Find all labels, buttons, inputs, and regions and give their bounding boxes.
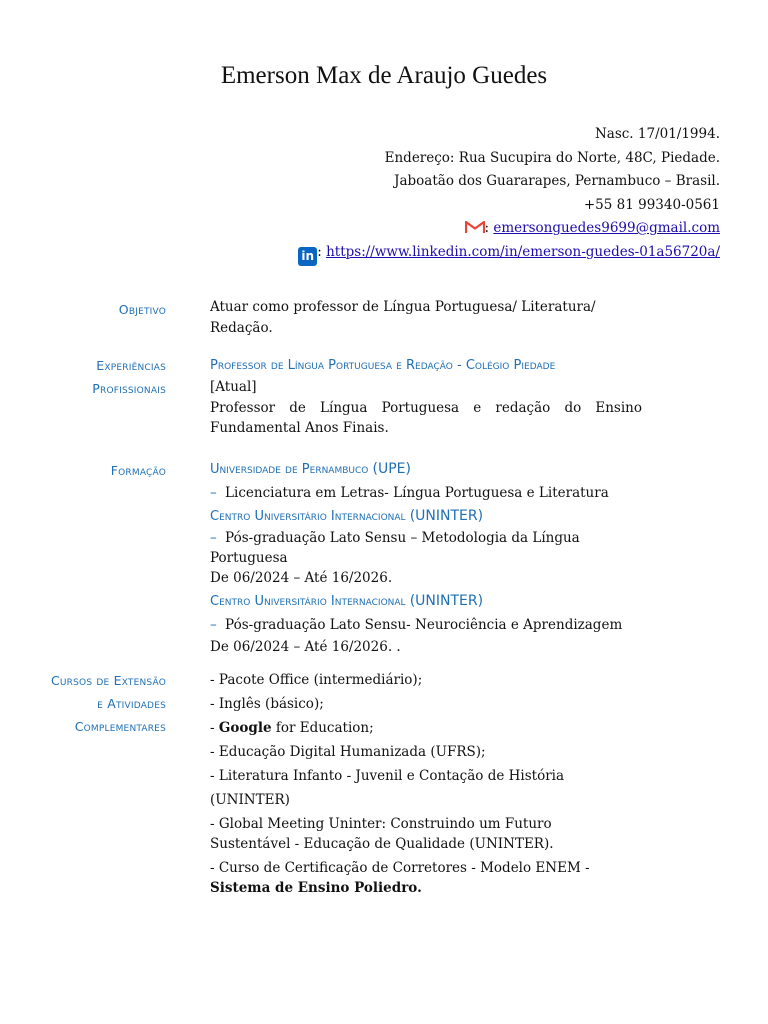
course-item: - Global Meeting Uninter: Construindo um Futuro Sustentável - Educação de Qualidade (UNINTER). [210, 816, 554, 852]
education-institution [210, 458, 642, 481]
education-label: Formação [110, 463, 166, 478]
course-dash: – [210, 530, 217, 546]
course-dash: – [210, 485, 217, 501]
education-institution [210, 505, 642, 528]
education-institution [210, 590, 642, 613]
course-name: Pós-graduação Lato Sensu- Neurociência e Aprendizagem [225, 617, 623, 633]
birth-date: Nasc. 17/01/1994. [594, 126, 720, 142]
email-row [200, 217, 720, 241]
course-item: - Educação Digital Humanizada (UFRS); [210, 744, 486, 760]
city: Jaboatão dos Guararapes, Pernambuco – Brasil. [394, 173, 720, 189]
gmail-icon [465, 219, 485, 233]
course-google-rest: for Education; [271, 720, 374, 736]
education-course [210, 481, 642, 505]
course-item: - Inglês (básico); [210, 696, 324, 712]
institution-name: Universidade de Pernambuco [210, 462, 369, 477]
institution-name: Centro Universitário Internacional [210, 594, 406, 609]
education-content [210, 458, 642, 657]
course-dash: – [210, 617, 217, 633]
course-item: - Literatura Infanto - Juvenil e Contação de História (UNINTER) [210, 768, 565, 808]
courses-label-line2: e Atividades [97, 696, 166, 711]
objective-label: Objetivo [118, 302, 166, 317]
course-item [210, 716, 630, 740]
course-google-bold: Google [218, 720, 272, 736]
courses-label-line3: Complementares [74, 719, 166, 734]
experience-label-line2: Profissionais [92, 381, 166, 396]
course-enem-bold: Sistema de Ensino Poliedro. [210, 880, 422, 896]
experience-label [6, 354, 166, 400]
contact-block [200, 123, 720, 266]
email-link[interactable]: emersonguedes9699@gmail.com [493, 220, 720, 236]
linkedin-separator: : [317, 243, 322, 260]
education-period: De 06/2024 – Até 16/2026. . [210, 639, 401, 655]
institution-abbr: (UNINTER) [409, 593, 484, 609]
courses-content [210, 668, 630, 902]
courses-label [6, 669, 166, 738]
courses-label-line1: Cursos de Extensão [50, 673, 166, 688]
linkedin-link[interactable]: https://www.linkedin.com/in/emerson-guedes-01a56720a/ [326, 243, 720, 260]
address: Endereço: Rua Sucupira do Norte, 48C, Piedade. [384, 149, 720, 166]
course-enem-text: - Curso de Certificação de Corretores - Modelo ENEM - [210, 860, 590, 876]
experience-title: Professor de Língua Portuguesa e Redação - Colégio Piedade [210, 358, 556, 373]
phone: +55 81 99340-0561 [583, 196, 720, 213]
email-separator: : [484, 220, 490, 236]
linkedin-icon: in [298, 247, 317, 266]
education-course [210, 528, 642, 568]
objective-text: Atuar como professor de Língua Portuguesa/ Literatura/ Redação. [210, 299, 596, 336]
course-name: Licenciatura em Letras- Língua Portuguesa e Literatura [225, 485, 609, 501]
course-name: Pós-graduação Lato Sensu – Metodologia da Língua Portuguesa [210, 530, 580, 566]
experience-content [210, 354, 642, 439]
experience-label-line1: Experiências [96, 358, 166, 373]
institution-name: Centro Universitário Internacional [210, 509, 406, 524]
linkedin-row [200, 241, 720, 266]
institution-abbr: (UNINTER) [409, 508, 484, 524]
experience-status: [Atual] [210, 379, 257, 395]
course-item: - Pacote Office (intermediário); [210, 672, 423, 688]
course-prefix: - [210, 720, 219, 736]
education-period: De 06/2024 – Até 16/2026. [210, 570, 393, 586]
candidate-name: Emerson Max de Araujo Guedes [220, 62, 548, 89]
education-course [210, 613, 642, 637]
institution-abbr: (UPE) [372, 461, 411, 477]
course-item [210, 858, 630, 898]
experience-description: Professor de Língua Portuguesa e redação do Ensino Fundamental Anos Finais. [210, 399, 642, 436]
